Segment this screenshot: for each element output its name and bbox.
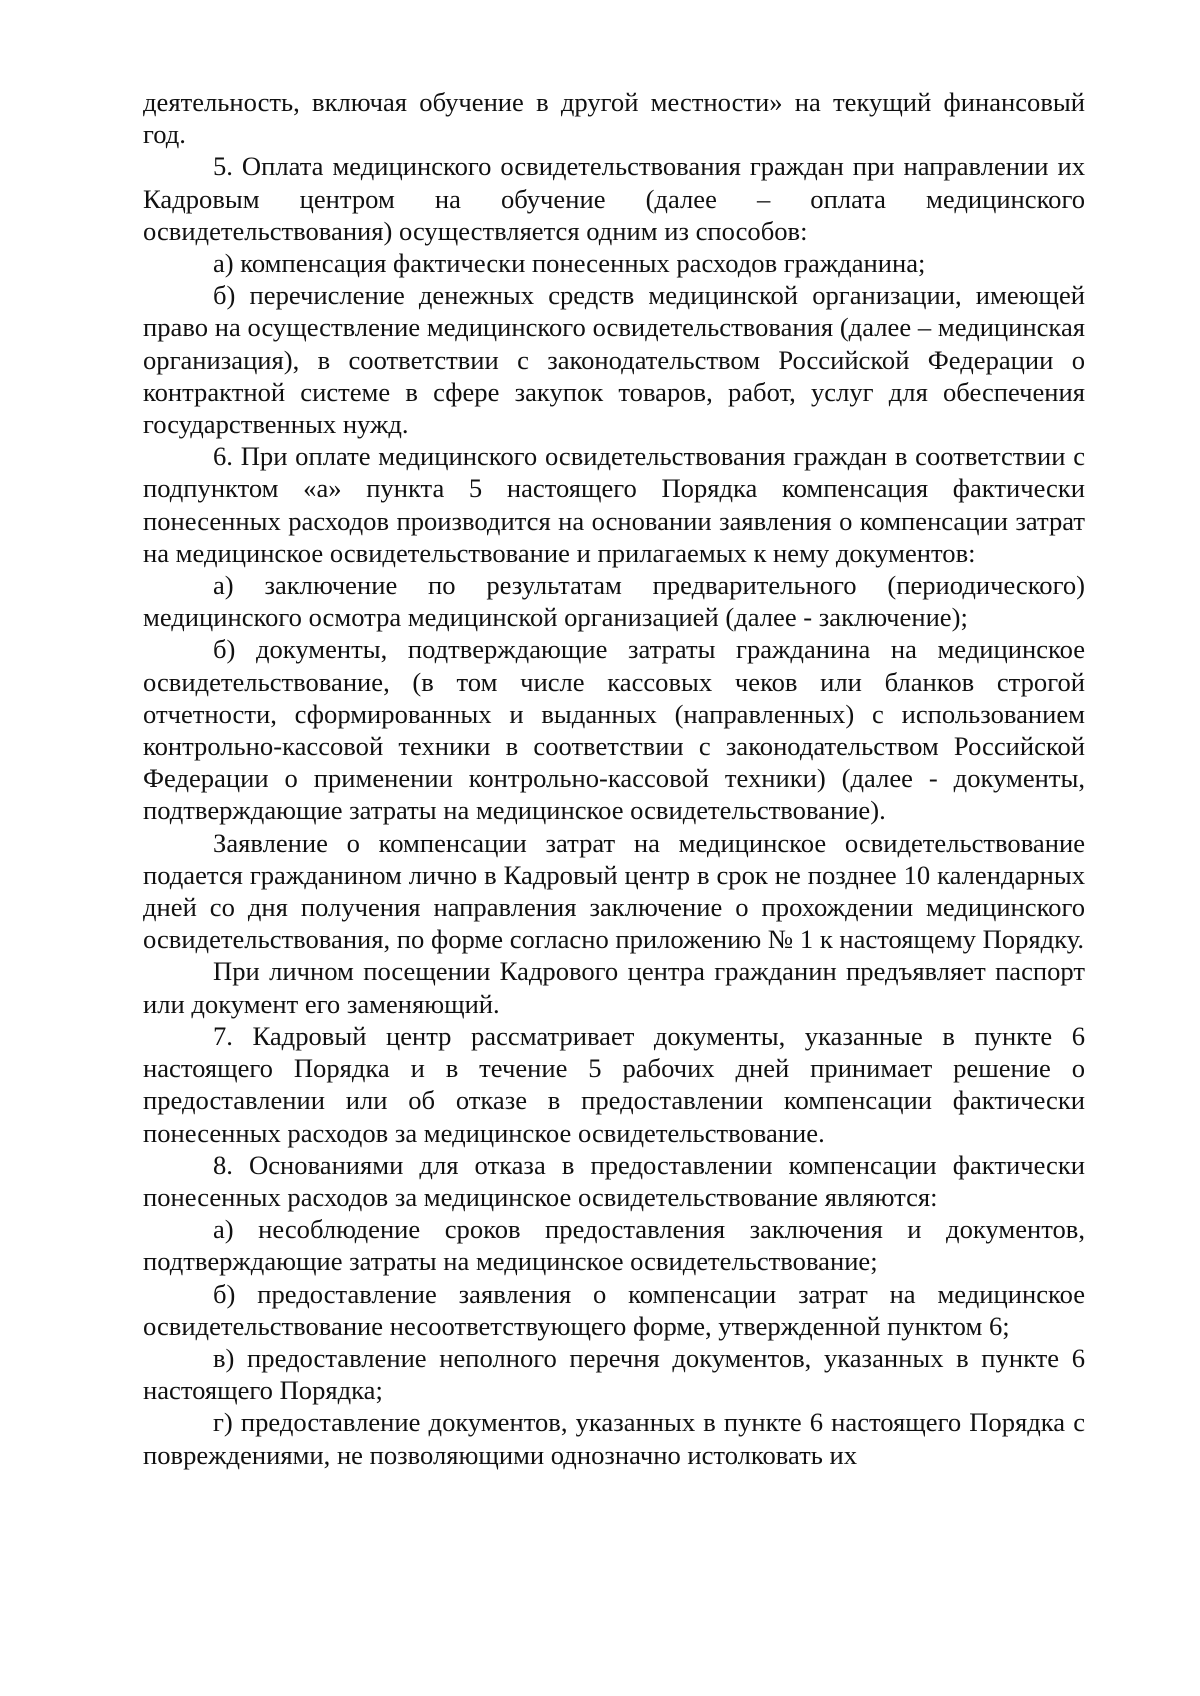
- paragraph-continuation: деятельность, включая обучение в другой местности» на текущий финансовый год.: [143, 87, 1085, 150]
- paragraph-item-8: 8. Основаниями для отказа в предоставлении компенсации фактически понесенных расходов за медицинское освидетельствование являются:: [143, 1149, 1085, 1212]
- paragraph-item-5b: б) перечисление денежных средств медицинской организации, имеющей право на осуществление медицинского освидетельствования (далее – медицинская организация), в соответствии с законодательством Российской Федерации о контрактной системе в сфере закупок товаров, работ, услуг для обеспечения государственных нужд.: [143, 280, 1085, 440]
- document-page: [143, 86, 1085, 1471]
- paragraph-item-8g: г) предоставление документов, указанных в пункте 6 настоящего Порядка с повреждениями, не позволяющими однозначно истолковать их: [143, 1407, 1085, 1470]
- paragraph-item-5a: а) компенсация фактически понесенных расходов гражданина;: [213, 248, 926, 279]
- paragraph-item-6b: б) документы, подтверждающие затраты гражданина на медицинское освидетельствование, (в том числе кассовых чеков или бланков строгой отчетности, сформированных и выданных (направленных) с использованием контрольно-кассовой техники в соответствии с законодательством Российской Федерации о применении контрольно-кассовой техники) (далее - документы, подтверждающие затраты на медицинское освидетельствование).: [143, 634, 1085, 826]
- paragraph-item-8a: а) несоблюдение сроков предоставления заключения и документов, подтверждающие затраты на медицинское освидетельствование;: [143, 1214, 1085, 1277]
- paragraph-item-6a: а) заключение по результатам предварительного (периодического) медицинского осмотра медицинской организацией (далее - заключение);: [143, 570, 1085, 633]
- paragraph-item-5: 5. Оплата медицинского освидетельствования граждан при направлении их Кадровым центром на обучение (далее – оплата медицинского освидетельствования) осуществляется одним из способов:: [143, 151, 1085, 246]
- paragraph-item-6: 6. При оплате медицинского освидетельствования граждан в соответствии с подпунктом «а» пункта 5 настоящего Порядка компенсация фактически понесенных расходов производится на основании заявления о компенсации затрат на медицинское освидетельствование и прилагаемых к нему документов:: [143, 441, 1085, 568]
- paragraph-item-7: 7. Кадровый центр рассматривает документы, указанные в пункте 6 настоящего Порядка и в течение 5 рабочих дней принимает решение о предоставлении или об отказе в предоставлении компенсации фактически понесенных расходов за медицинское освидетельствование.: [143, 1020, 1085, 1148]
- paragraph-item-8b: б) предоставление заявления о компенсации затрат на медицинское освидетельствование несоответствующего форме, утвержденной пунктом 6;: [143, 1278, 1085, 1341]
- paragraph-passport: При личном посещении Кадрового центра гражданин предъявляет паспорт или документ его заменяющий.: [143, 956, 1085, 1019]
- paragraph-item-8v: в) предоставление неполного перечня документов, указанных в пункте 6 настоящего Порядка;: [143, 1342, 1085, 1406]
- paragraph-application-deadline: Заявление о компенсации затрат на медицинское освидетельствование подается гражданином лично в Кадровый центр в срок не позднее 10 календарных дней со дня получения направления заключение о прохождении медицинского освидетельствования, по форме согласно приложению № 1 к настоящему Порядку.: [143, 827, 1085, 955]
